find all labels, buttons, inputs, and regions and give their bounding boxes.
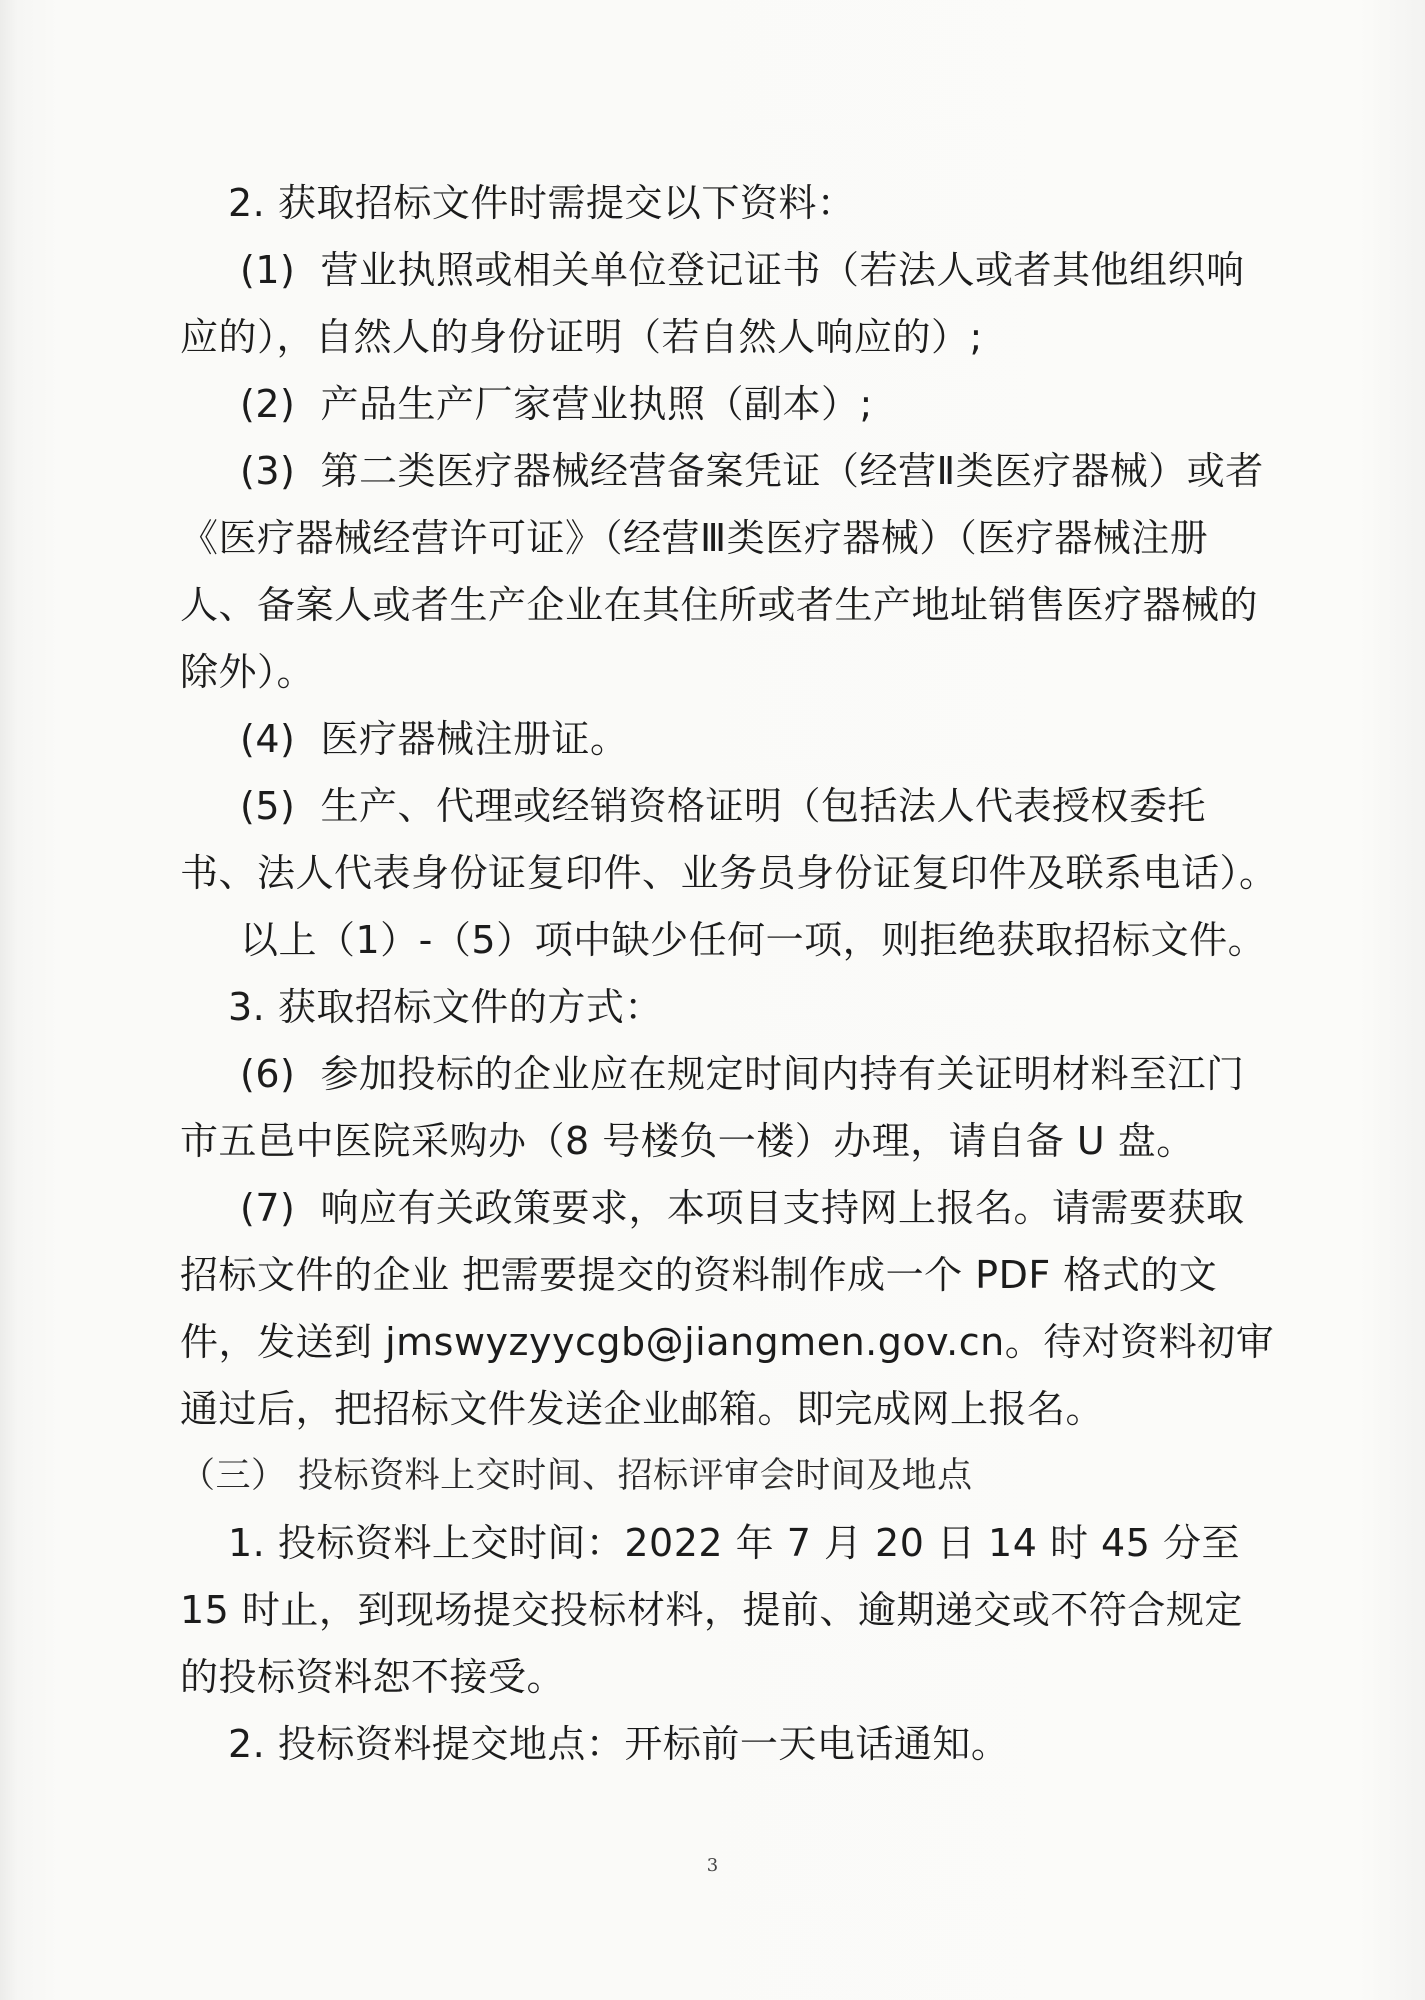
requirement-3: (3) 第二类医疗器械经营备案凭证（经营Ⅱ类医疗器械）或者《医疗器械经营许可证》（经营Ⅲ类医疗器械）（医疗器械注册人、备案人或者生产企业在其住所或者生产地址销售医疗器械的除外）。 [180, 449, 1264, 694]
item-2-heading: 2. 获取招标文件时需提交以下资料： [228, 181, 856, 225]
requirement-4: (4) 医疗器械注册证。 [240, 717, 629, 761]
section-3-heading: （三） 投标资料上交时间、招标评审会时间及地点 [180, 1456, 973, 1496]
page-number: 3 [706, 1855, 719, 1876]
document-body [180, 170, 1280, 1778]
requirement-2: (2) 产品生产厂家营业执照（副本）; [240, 382, 873, 426]
requirement-1: (1) 营业执照或相关单位登记证书（若法人或者其他组织响应的），自然人的身份证明（若自然人响应的）; [180, 248, 1245, 359]
submission-time: 1. 投标资料上交时间：2022 年 7 月 20 日 14 时 45 分至 15 时止，到现场提交投标材料，提前、逾期递交或不符合规定的投标资料恕不接受。 [180, 1521, 1253, 1699]
submission-location: 2. 投标资料提交地点：开标前一天电话通知。 [228, 1722, 1010, 1766]
item-3-heading: 3. 获取招标文件的方式： [228, 985, 663, 1029]
requirement-note: 以上（1）-（5）项中缺少任何一项，则拒绝获取招标文件。 [240, 918, 1267, 962]
requirement-5: (5) 生产、代理或经销资格证明（包括法人代表授权委托书、法人代表身份证复印件、业务员身份证复印件及联系电话）。 [180, 784, 1278, 895]
method-6: (6) 参加投标的企业应在规定时间内持有关证明材料至江门市五邑中医院采购办（8 号楼负一楼）办理，请自备 U 盘。 [180, 1052, 1245, 1163]
method-7: (7) 响应有关政策要求，本项目支持网上报名。请需要获取招标文件的企业 把需要提交的资料制作成一个 PDF 格式的文件，发送到 jmswyzyycgb@jiangmen.gov.cn。待对资料初审通过后，把招标文件发送企业邮箱。即完成网上报名。 [180, 1186, 1275, 1431]
